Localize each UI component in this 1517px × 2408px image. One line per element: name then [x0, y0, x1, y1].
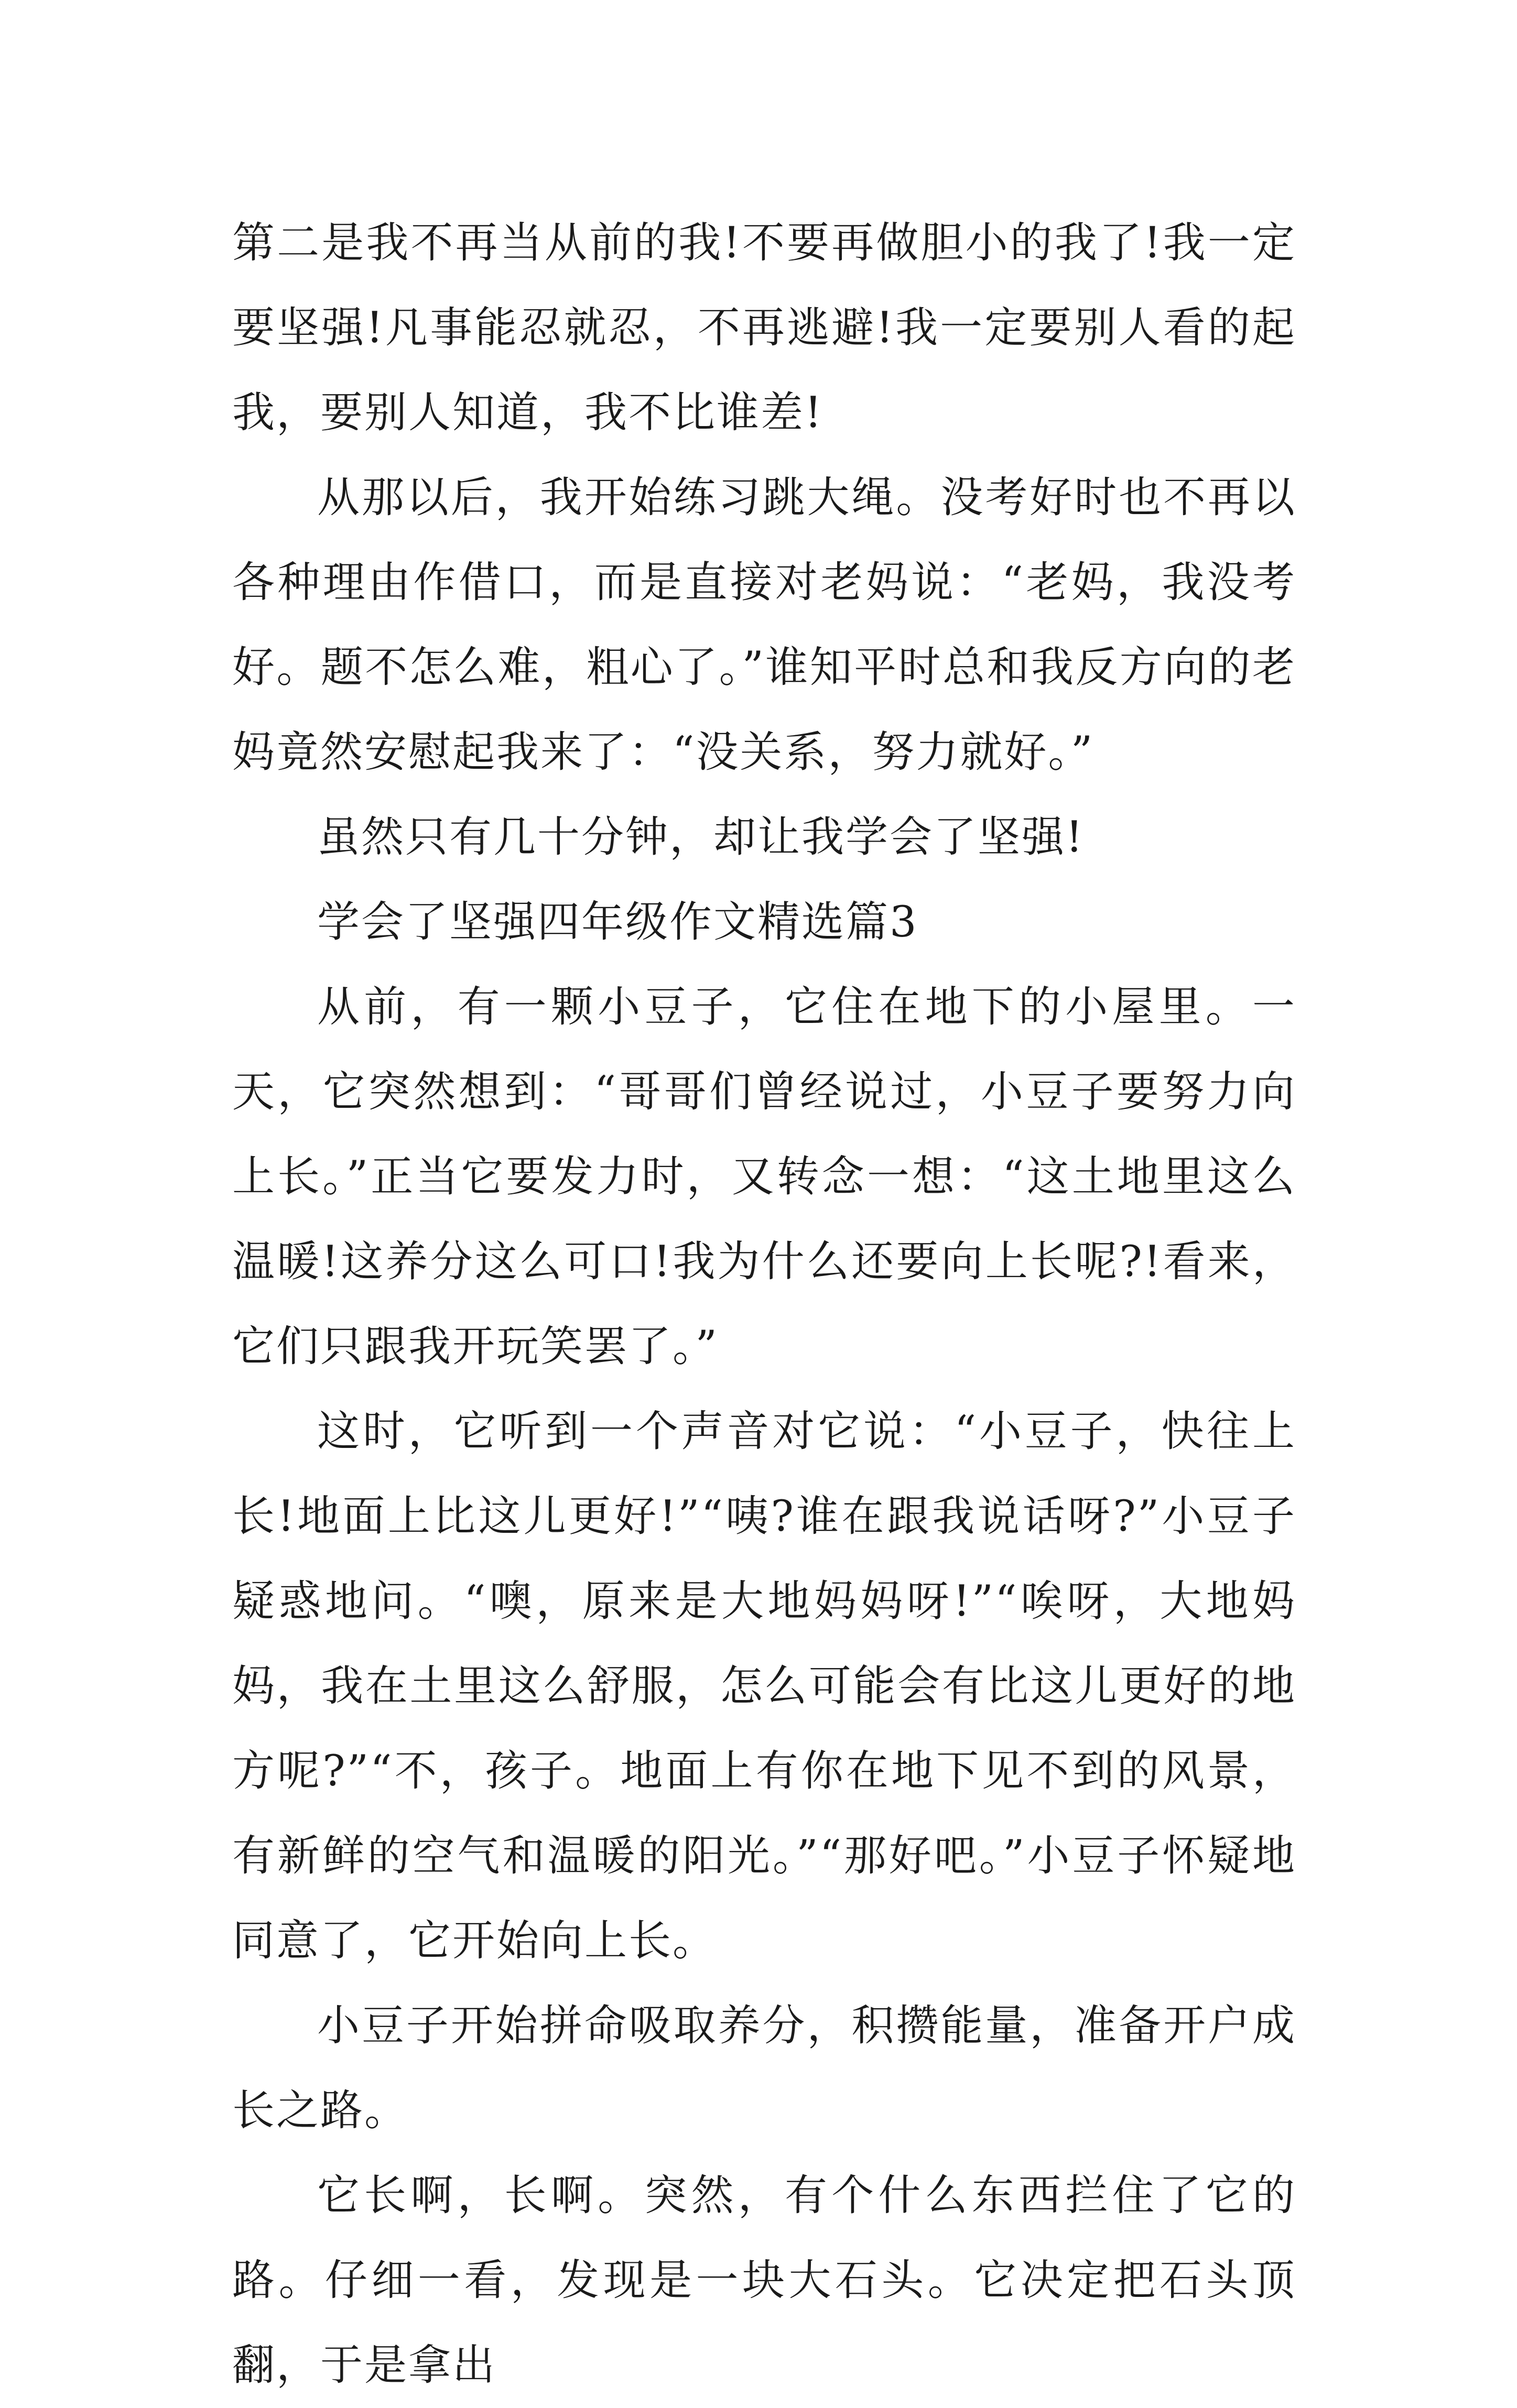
paragraph-7: 它长啊，长啊。突然，有个什么东西拦住了它的路。仔细一看，发现是一块大石头。它决定把石头顶翻，于是拿出	[232, 2171, 1296, 2390]
paragraph-3: 虽然只有几十分钟，却让我学会了坚强!	[317, 813, 1085, 862]
paragraph-1: 第二是我不再当从前的我!不要再做胆小的我了!我一定要坚强!凡事能忍就忍，不再逃避!我一定要别人看的起我，要别人知道，我不比谁差!	[232, 219, 1296, 438]
section-heading: 学会了坚强四年级作文精选篇3	[317, 898, 918, 947]
paragraph-2: 从那以后，我开始练习跳大绳。没考好时也不再以各种理由作借口，而是直接对老妈说：“老妈，我没考好。题不怎么难，粗心了。”谁知平时总和我反方向的老妈竟然安慰起我来了：“没关系，努力就好。”	[232, 473, 1296, 777]
paragraph-5: 这时，它听到一个声音对它说：“小豆子，快往上长!地面上比这儿更好!”“咦?谁在跟我说话呀?”小豆子疑惑地问。“噢，原来是大地妈妈呀!”“唉呀，大地妈妈，我在土里这么舒服，怎么可能会有比这儿更好的地方呢?”“不，孩子。地面上有你在地下见不到的风景，有新鲜的空气和温暖的阳光。”“那好吧。”小豆子怀疑地同意了，它开始向上长。	[232, 1407, 1296, 1966]
paragraph-6: 小豆子开始拼命吸取养分，积攒能量，准备开户成长之路。	[232, 2001, 1296, 2135]
document-body	[232, 201, 1296, 2408]
paragraph-4: 从前，有一颗小豆子，它住在地下的小屋里。一天，它突然想到：“哥哥们曾经说过，小豆子要努力向上长。”正当它要发力时，又转念一想：“这土地里这么温暖!这养分这么可口!我为什么还要向上长呢?!看来，它们只跟我开玩笑罢了。”	[232, 983, 1296, 1371]
